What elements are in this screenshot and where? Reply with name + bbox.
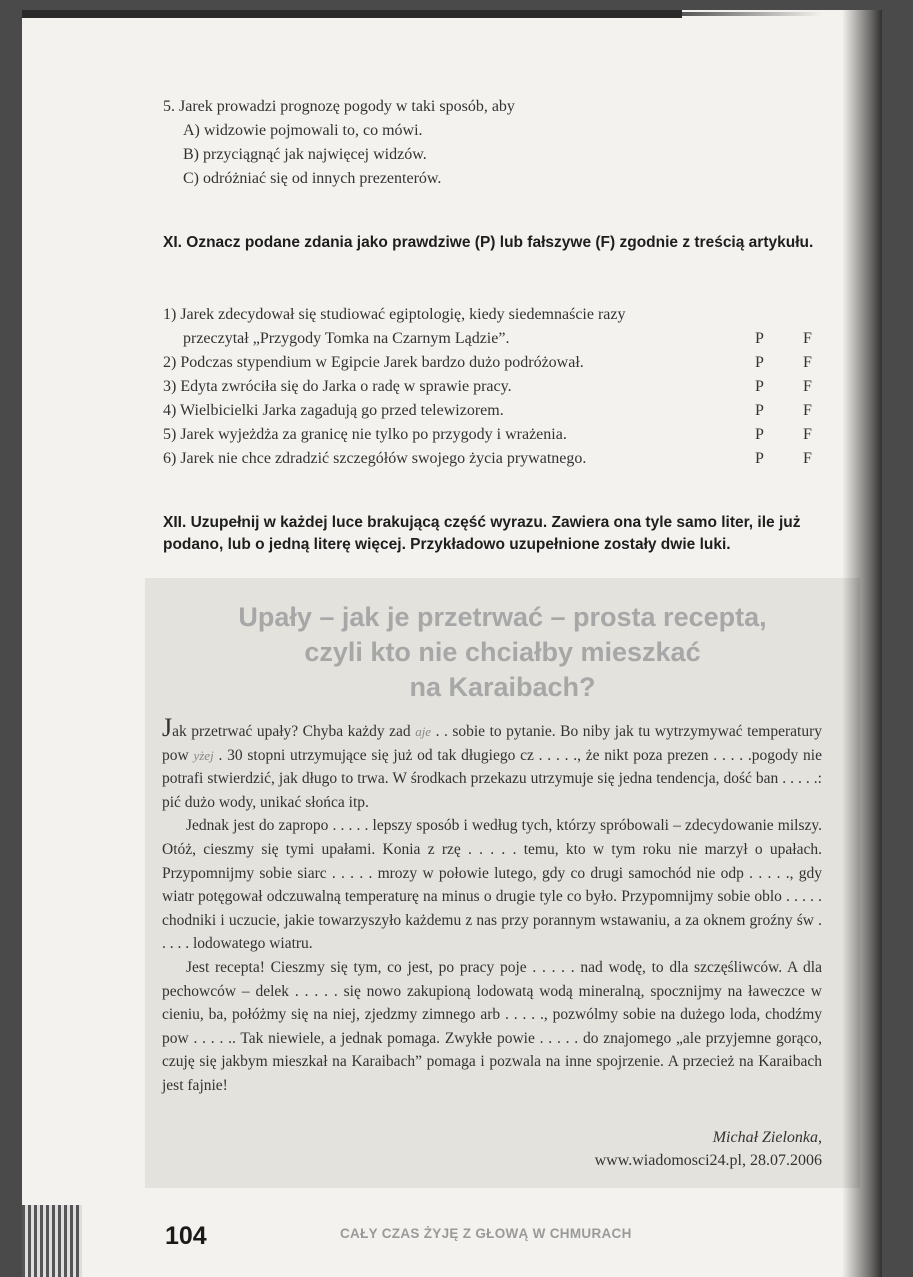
- scan-shadow: [842, 10, 882, 1277]
- article-source: www.wiadomosci24.pl, 28.07.2006: [594, 1152, 822, 1169]
- article-title-line-3: na Karaibach?: [409, 672, 596, 702]
- tf-f-option[interactable]: F: [803, 354, 812, 371]
- handwritten-answer: yżej: [193, 747, 214, 763]
- tf-f-option[interactable]: F: [803, 378, 812, 395]
- exercise-12-heading: XII. Uzupełnij w każdej luce brakującą część wyrazu. Zawiera ona tyle samo liter, ile już podano, lub o jedną literę więcej. Przykładowo uzupełnione zostały dwie luki.: [163, 514, 801, 553]
- tf-item-text: 5) Jarek wyjeżdża za granicę nie tylko po przygody i wrażenia.: [163, 426, 567, 443]
- running-head: CAŁY CZAS ŻYJĘ Z GŁOWĄ W CHMURACH: [340, 1226, 632, 1241]
- question-5-stem: 5. Jarek prowadzi prognozę pogody w taki sposób, aby: [163, 98, 515, 115]
- handwritten-answer: aje: [415, 724, 432, 739]
- article-paragraph-3: Jest recepta! Cieszmy się tym, co jest, po pracy poje . . . . . nad wodę, to dla szczęśliwców. A dla pechowców – delek . . . . . się nowo zakupioną lodowatą wodą mineralną, spocznijmy na ławeczce w cieniu, ba, połóżmy się na niej, zjedzmy zimnego arb . . . . ., pozwólmy sobie na dużego loda, chodźmy pow . . . . .. Tak niewiele, a jednak pomaga. Zwykłe powie . . . . . do znajomego „ale przyjemne gorąco, czuję się jakbym mieszkał na Karaibach” pomaga i pozwala na inne spojrzenie. A przecież na Karaibach jest fajnie!: [162, 958, 822, 1094]
- top-scan-edge-fade: [682, 12, 822, 16]
- tf-item-text: 1) Jarek zdecydował się studiować egiptologię, kiedy siedemnaście razy: [163, 306, 626, 323]
- tf-p-option[interactable]: P: [755, 450, 764, 467]
- tf-item-text: 4) Wielbicielki Jarka zagadują go przed telewizorem.: [163, 402, 504, 419]
- option-c: C) odróżniać się od innych prezenterów.: [183, 170, 442, 187]
- tf-p-option[interactable]: P: [755, 378, 764, 395]
- tf-p-option[interactable]: P: [755, 402, 764, 419]
- question-5: [163, 95, 515, 191]
- tf-item-1a: [163, 303, 823, 327]
- tf-item-2: [163, 351, 823, 375]
- tf-f-option[interactable]: F: [803, 330, 812, 347]
- tf-p-option[interactable]: P: [755, 330, 764, 347]
- article-title-line-2: czyli kto nie chciałby mieszkać: [304, 637, 701, 667]
- paragraph-text: . . sobie to pytanie. Bo niby jak tu wytrzymywać temperatury pow: [162, 723, 822, 764]
- tf-item-3: [163, 375, 823, 399]
- tf-item-1b: [163, 327, 823, 351]
- tf-f-option[interactable]: F: [803, 450, 812, 467]
- article-paragraph-1: [162, 713, 822, 814]
- tf-f-option[interactable]: F: [803, 402, 812, 419]
- article-body: [162, 713, 822, 1098]
- tf-item-text: 3) Edyta zwróciła się do Jarka o radę w sprawie pracy.: [163, 378, 512, 395]
- top-scan-edge: [22, 10, 682, 18]
- true-false-list: [163, 303, 823, 471]
- book-page: [22, 10, 882, 1277]
- article-attribution: [595, 1126, 822, 1172]
- page-number: 104: [165, 1222, 207, 1250]
- tf-item-6: [163, 447, 823, 471]
- option-b: B) przyciągnąć jak najwięcej widzów.: [183, 146, 427, 163]
- drop-cap: J: [162, 713, 173, 742]
- paragraph-text: . 30 stopni utrzymujące się już od tak długiego cz . . . . ., że nikt poza prezen . . . . .pogody nie potrafi stwierdzić, jak długo to trwa. W środkach przekazu utrzymuje się jedna tendencja, dość ban . . . . .: pić dużo wody, unikać słońca itp.: [162, 746, 822, 811]
- article-title-line-1: Upały – jak je przetrwać – prosta recepta,: [238, 602, 767, 632]
- tf-p-option[interactable]: P: [755, 426, 764, 443]
- author-name: Michał Zielonka,: [712, 1129, 822, 1146]
- tf-item-5: [163, 423, 823, 447]
- paragraph-text: ak przetrwać upały? Chyba każdy zad: [172, 723, 416, 740]
- tf-f-option[interactable]: F: [803, 426, 812, 443]
- tf-item-text: 2) Podczas stypendium w Egipcie Jarek bardzo dużo podróżował.: [163, 354, 584, 371]
- tf-item-4: [163, 399, 823, 423]
- article-box: [145, 578, 860, 1188]
- exercise-11-heading: XI. Oznacz podane zdania jako prawdziwe (P) lub fałszywe (F) zgodnie z treścią artykułu.: [163, 234, 814, 251]
- article-paragraph-2: Jednak jest do zapropo . . . . . lepszy sposób i według tych, którzy spróbowali – zdecydowanie milszy. Otóż, cieszmy się tymi upałami. Konia z rzę . . . . . temu, kto w tym roku nie marzył o upałach. Przypomnijmy sobie siarc . . . . . mrozy w połowie lutego, gdy co drugi samochód nie odp . . . . ., gdy wiatr potęgował odczuwalną temperaturę na minus o drugie tyle co było. Przypomnijmy sobie oblo . . . . . chodniki i uczucie, jakie towarzyszyło każdemu z nas przy porannym wstawaniu, a za oknem groźny św . . . . . lodowatego wiatru.: [162, 817, 822, 953]
- tf-item-text: 6) Jarek nie chce zdradzić szczegółów swojego życia prywatnego.: [163, 450, 587, 467]
- binding-stripes: [22, 1205, 82, 1277]
- article-title: [145, 600, 860, 705]
- tf-p-option[interactable]: P: [755, 354, 764, 371]
- tf-item-text: przeczytał „Przygody Tomka na Czarnym Lądzie”.: [183, 330, 510, 347]
- option-a: A) widzowie pojmowali to, co mówi.: [183, 122, 423, 139]
